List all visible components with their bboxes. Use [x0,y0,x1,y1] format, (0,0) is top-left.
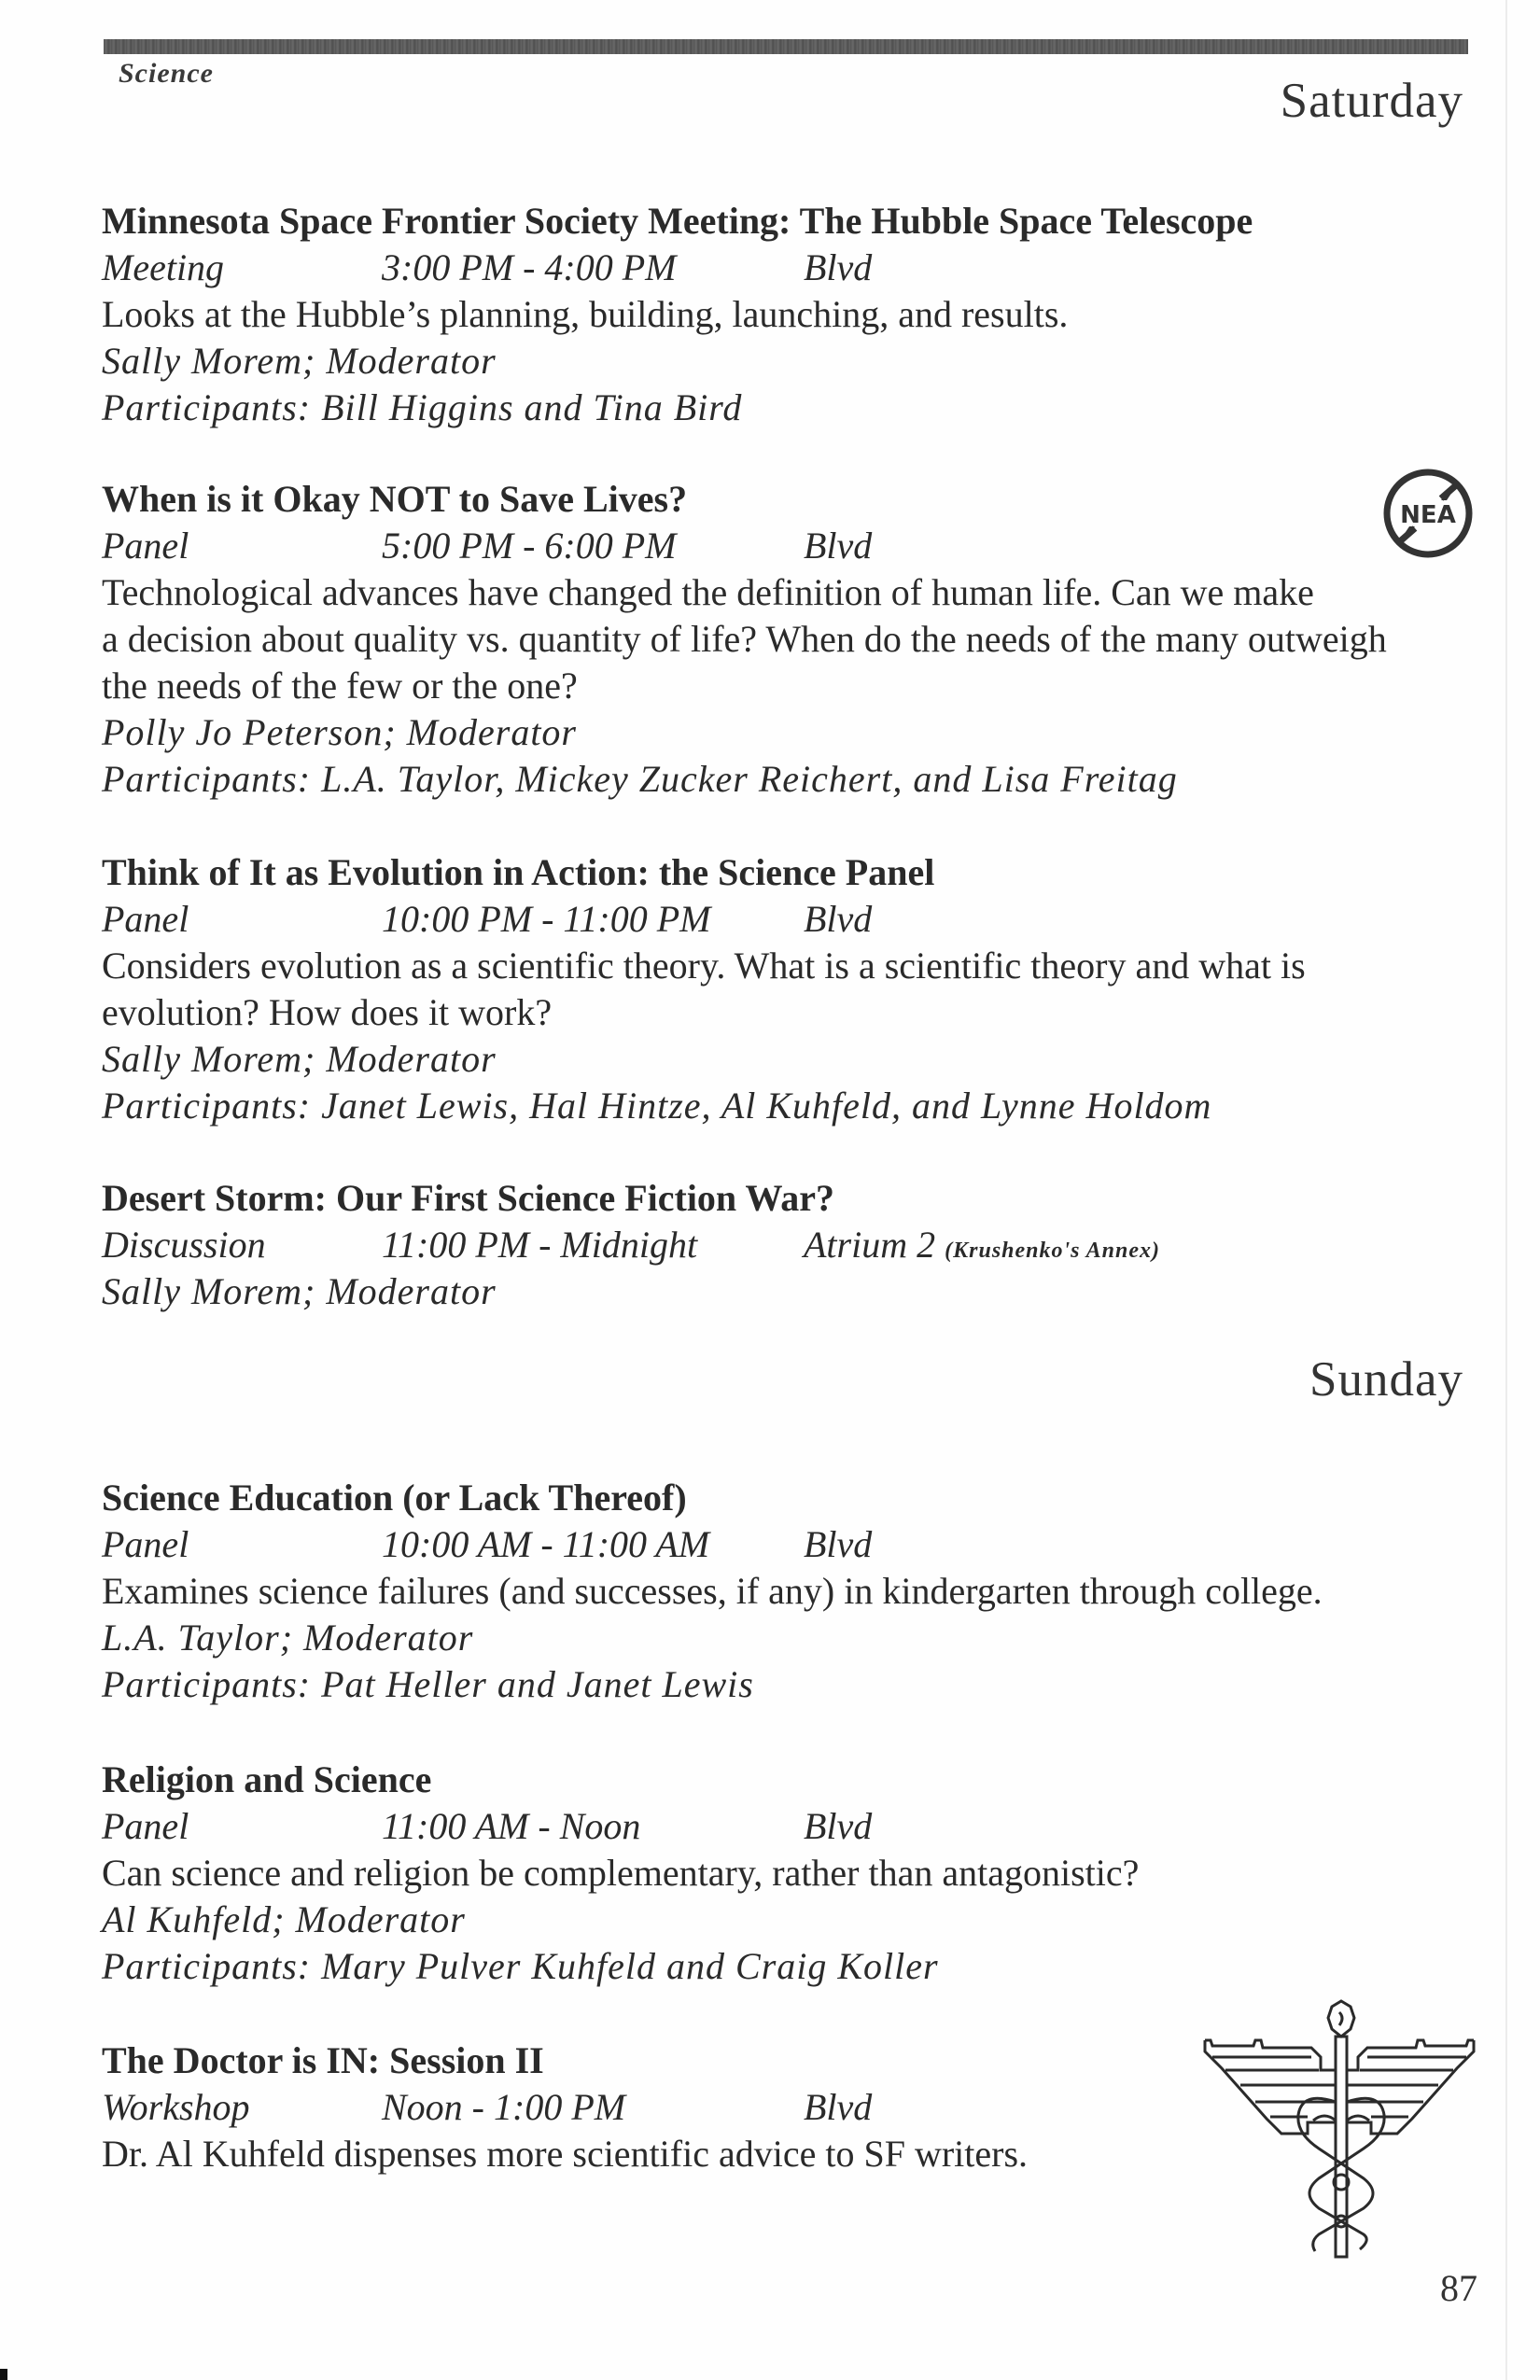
event-time: Noon - 1:00 PM [382,2086,626,2128]
event-venue: Blvd [804,1805,873,1847]
event-description-line: Considers evolution as a scientific theory. What is a scientific theory and what is [102,945,1306,987]
event-description-line: the needs of the few or the one? [102,665,578,707]
event-description: Examines science failures (and successes, if any) in kindergarten through college. [102,1570,1323,1612]
nea-no-symbol-icon [1381,467,1475,560]
event-venue: Blvd [804,1523,873,1565]
event-time: 11:00 AM - Noon [382,1805,641,1847]
event-venue: Blvd [804,525,873,567]
event-participants: Participants: L.A. Taylor, Mickey Zucker Reichert, and Lisa Freitag [102,758,1178,800]
event-desert-storm-discussion [102,1175,1474,1315]
event-save-lives-panel [102,476,1474,803]
event-title: Desert Storm: Our First Science Fiction War? [102,1177,834,1219]
event-title: The Doctor is IN: Session II [102,2039,544,2081]
scan-corner-mark [0,2369,7,2380]
event-moderator: Sally Morem; Moderator [102,1270,497,1312]
event-title: Minnesota Space Frontier Society Meeting: The Hubble Space Telescope [102,200,1253,242]
event-meta [102,1803,1474,1850]
event-hubble-meeting [102,198,1474,431]
event-participants: Participants: Mary Pulver Kuhfeld and Craig Koller [102,1945,939,1987]
day-heading-saturday: Saturday [1280,74,1463,128]
event-meta [102,523,1474,569]
event-type: Panel [102,525,189,567]
event-venue: Blvd [804,898,873,940]
event-title: When is it Okay NOT to Save Lives? [102,478,688,520]
caduceus-wing-right-feathers [1347,2057,1466,2117]
event-meta [102,1521,1474,1568]
event-moderator: Sally Morem; Moderator [102,340,497,382]
event-time: 5:00 PM - 6:00 PM [382,525,677,567]
event-meta [102,245,1474,291]
caduceus-wing-left-top [1205,2040,1336,2070]
event-participants: Participants: Janet Lewis, Hal Hintze, Al Kuhfeld, and Lynne Holdom [102,1085,1212,1127]
event-type: Panel [102,1805,189,1847]
event-title: Science Education (or Lack Thereof) [102,1477,687,1519]
nea-label: NEA [1400,501,1456,529]
event-moderator: Polly Jo Peterson; Moderator [102,711,577,753]
event-time: 10:00 AM - 11:00 AM [382,1523,710,1565]
event-time: 3:00 PM - 4:00 PM [382,246,677,288]
venue-note: (Krushenko's Annex) [945,1239,1160,1263]
event-science-education-panel [102,1475,1474,1708]
event-type: Panel [102,1523,189,1565]
event-participants: Participants: Pat Heller and Janet Lewis [102,1663,754,1705]
event-moderator: L.A. Taylor; Moderator [102,1617,474,1659]
header-bar [104,39,1468,54]
event-title: Think of It as Evolution in Action: the Science Panel [102,851,935,893]
event-meta [102,1222,1474,1268]
section-label: Science [119,58,214,89]
event-religion-science-panel [102,1757,1474,1990]
event-participants: Participants: Bill Higgins and Tina Bird [102,386,743,428]
event-time: 11:00 PM - Midnight [382,1224,698,1266]
caduceus-icon [1199,1997,1479,2263]
event-venue: Blvd [804,2086,873,2128]
event-time: 10:00 PM - 11:00 PM [382,898,711,940]
event-description: Dr. Al Kuhfeld dispenses more scientific advice to SF writers. [102,2133,1029,2175]
event-venue [804,1222,1160,1274]
event-description-line: evolution? How does it work? [102,991,553,1033]
page-edge [1505,0,1507,2380]
page-number: 87 [1440,2267,1477,2309]
event-moderator: Al Kuhfeld; Moderator [102,1898,466,1940]
caduceus-wing-right-top [1347,2040,1474,2070]
venue-name: Atrium 2 [804,1224,936,1266]
event-title: Religion and Science [102,1758,432,1800]
event-description: Looks at the Hubble’s planning, building, launching, and results. [102,293,1069,335]
day-heading-sunday: Sunday [1309,1352,1463,1407]
event-description: Can science and religion be complementary, rather than antagonistic? [102,1852,1140,1894]
caduceus-knob-mark [1339,2012,1342,2025]
event-moderator: Sally Morem; Moderator [102,1038,497,1080]
event-type: Panel [102,898,189,940]
caduceus-serpent-heads [1313,2116,1369,2121]
event-description-line: Technological advances have changed the definition of human life. Can we make [102,571,1314,613]
caduceus-wing-left-feathers [1212,2057,1336,2117]
event-description-line: a decision about quality vs. quantity of life? When do the needs of the many outweigh [102,618,1387,660]
event-evolution-panel [102,849,1474,1129]
event-venue: Blvd [804,246,873,288]
event-type: Workshop [102,2086,250,2128]
event-meta [102,896,1474,943]
event-type: Discussion [102,1224,266,1266]
event-type: Meeting [102,246,225,288]
